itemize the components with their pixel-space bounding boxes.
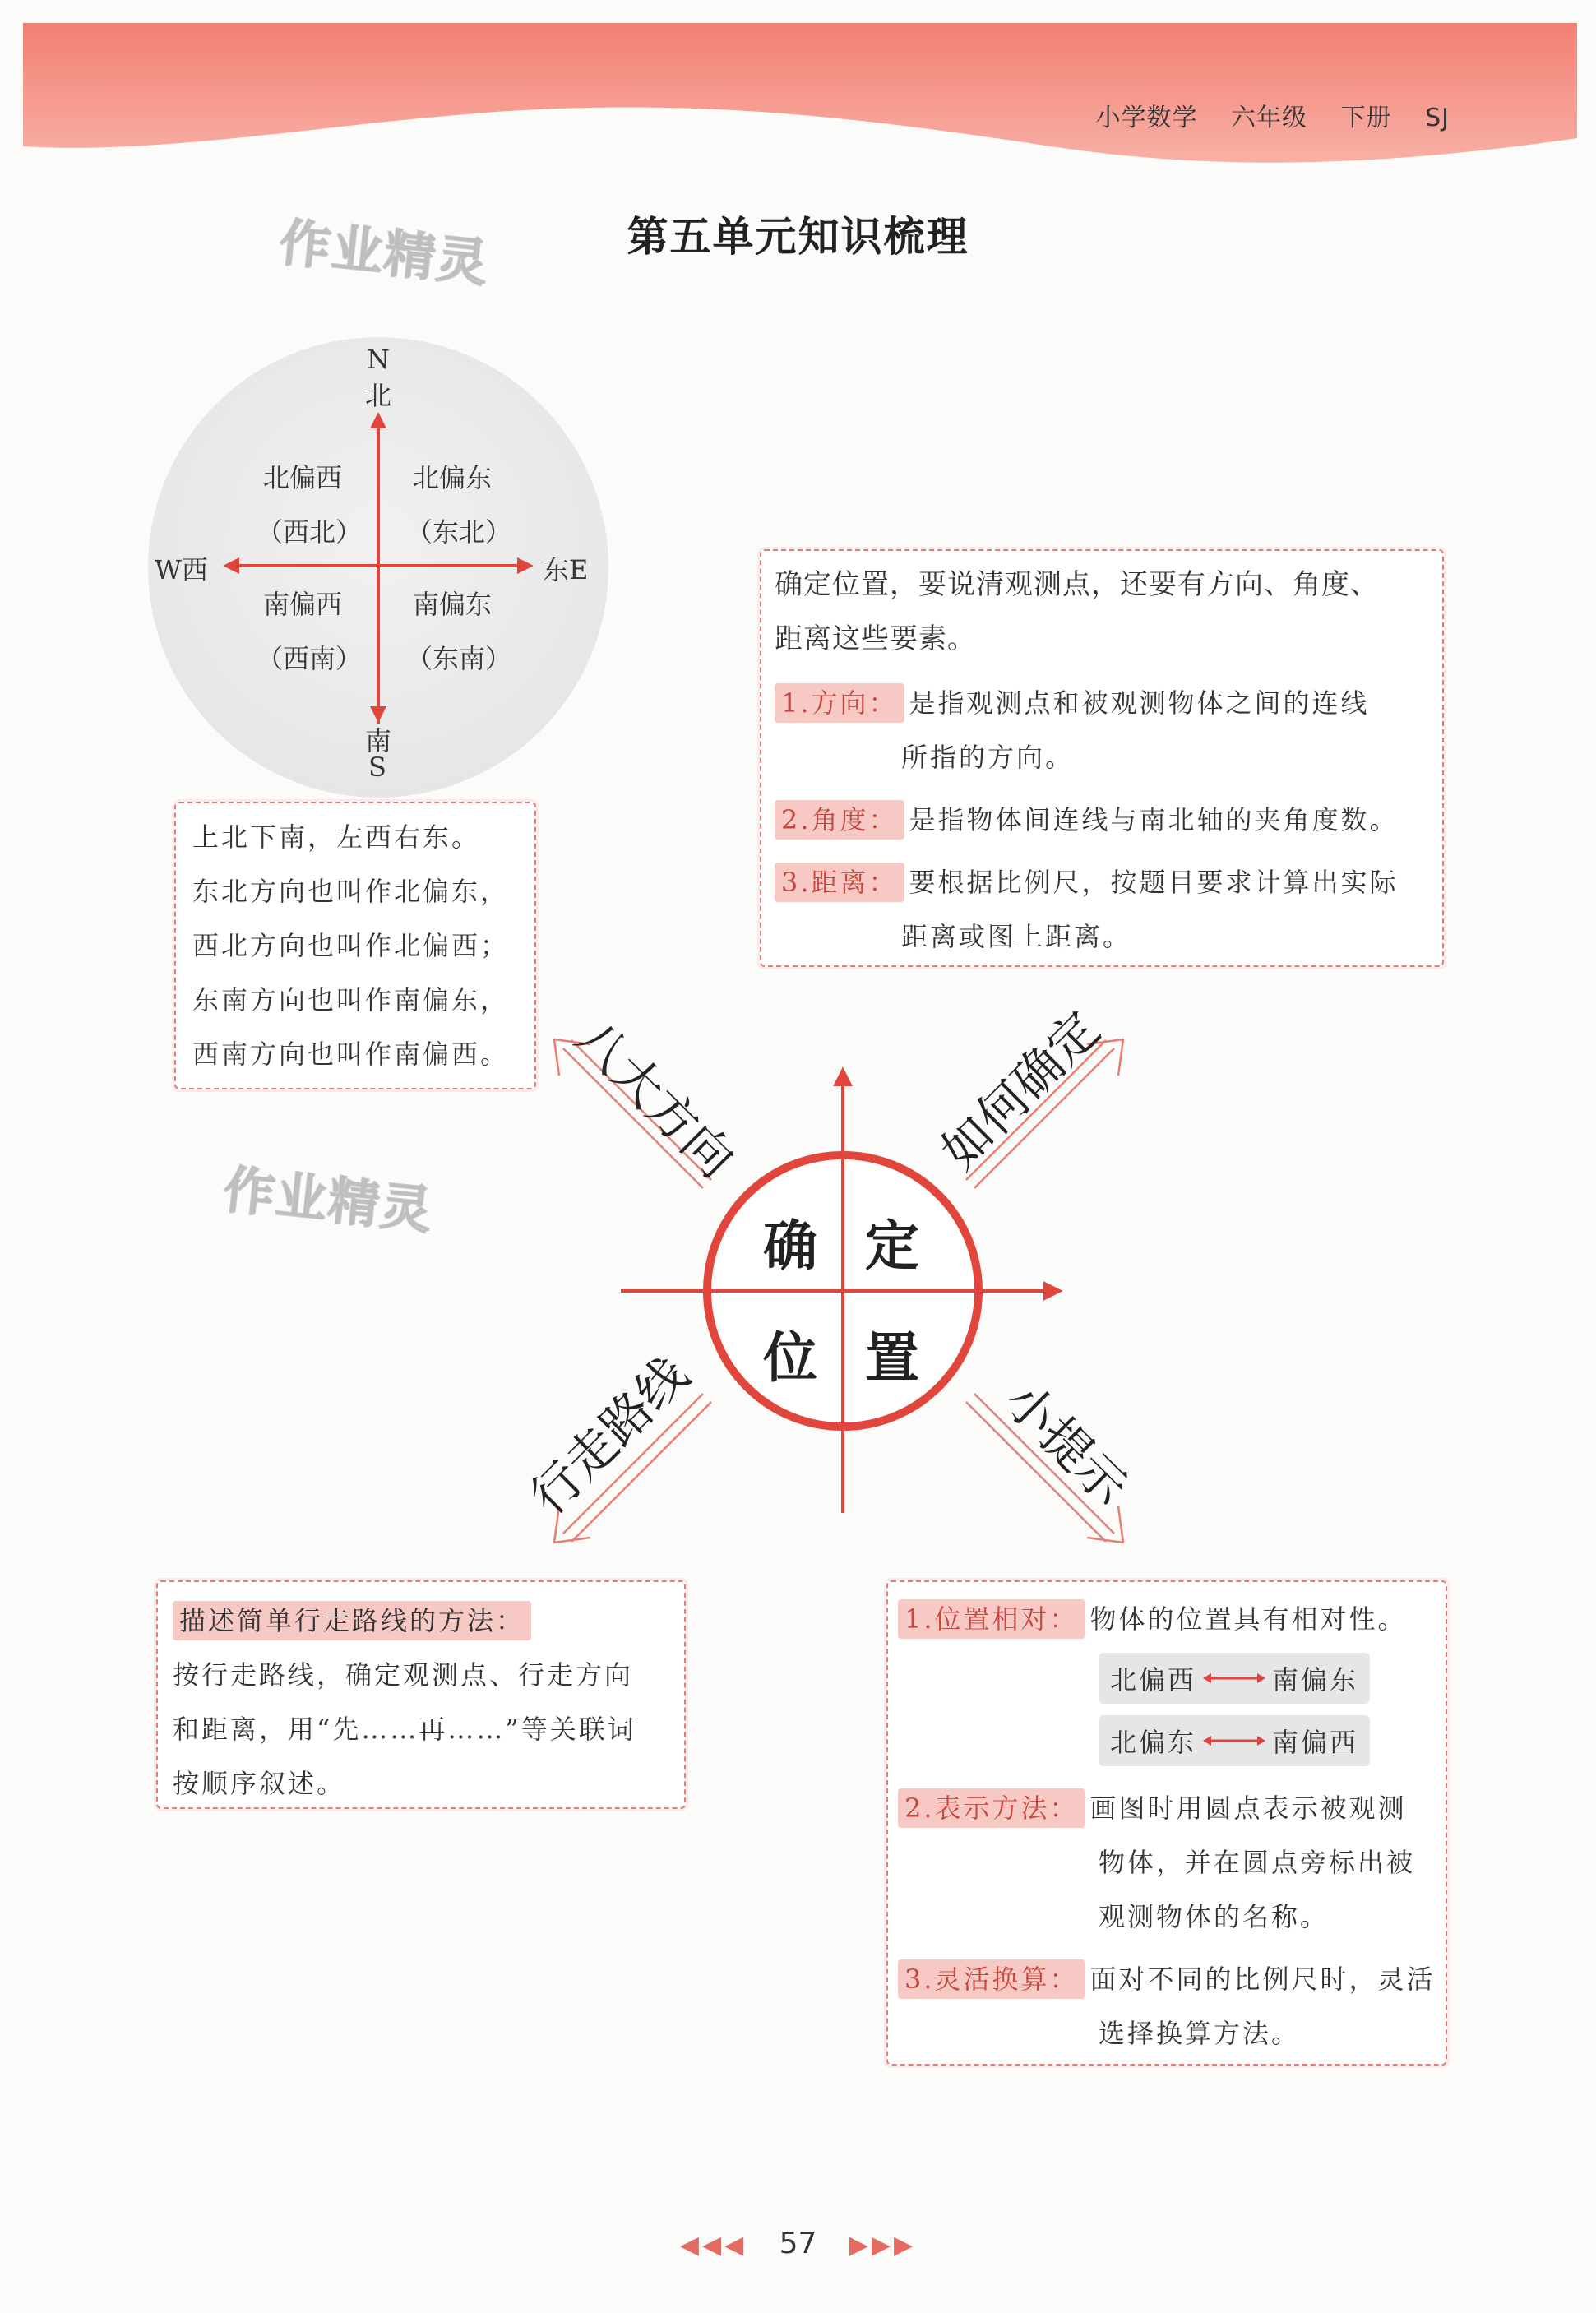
branch-eight-directions: 八大方向 xyxy=(564,1008,746,1190)
compass-nw: 北偏西 xyxy=(263,462,343,493)
pair-pill: 北偏东 南偏西 xyxy=(1099,1715,1370,1766)
edition-label: SJ xyxy=(1425,104,1450,132)
center-char: 位 xyxy=(763,1326,817,1390)
tips-box xyxy=(886,1580,1447,2066)
pair-pill: 北偏西 南偏东 xyxy=(1099,1653,1370,1704)
tip-conversion-cont: 选择换算方法。 xyxy=(1099,2018,1301,2049)
tag-relative: 1.位置相对： xyxy=(898,1599,1085,1639)
watermark-top: 作业精灵 xyxy=(276,211,493,294)
page-footer xyxy=(0,2227,1596,2260)
route-line: 按顺序叙述。 xyxy=(173,1768,346,1799)
compass-sw-alt: （西南） xyxy=(257,643,363,674)
header-meta xyxy=(1071,97,1450,133)
double-arrow-icon xyxy=(1201,1732,1267,1749)
subject-label: 小学数学 xyxy=(1095,104,1198,132)
tag-conversion: 3.灵活换算： xyxy=(898,1959,1085,1999)
position-intro: 距离这些要素。 xyxy=(775,622,976,655)
branch-tips: 小提示 xyxy=(993,1372,1139,1517)
route-line: 按行走路线，确定观测点、行走方向 xyxy=(173,1659,634,1691)
position-box xyxy=(760,549,1444,967)
compass-ne: 北偏东 xyxy=(413,462,493,493)
branch-walking-route: 行走路线 xyxy=(519,1345,701,1527)
tag-representation: 2.表示方法： xyxy=(898,1788,1085,1828)
directions-line: 西南方向也叫作南偏西。 xyxy=(192,1039,510,1070)
tip-representation-cont: 物体，并在圆点旁标出被 xyxy=(1099,1847,1416,1878)
directions-line: 上北下南，左西右东。 xyxy=(192,821,481,853)
watermark-middle: 作业精灵 xyxy=(220,1159,437,1242)
tip-pair xyxy=(898,1653,1446,1704)
double-arrow-icon xyxy=(1201,1670,1267,1686)
center-char: 定 xyxy=(865,1214,919,1278)
prev-arrows-icon: ◀◀◀ xyxy=(679,2231,747,2260)
directions-line: 西北方向也叫作北偏西； xyxy=(192,930,510,961)
compass-ne-alt: （东北） xyxy=(406,516,512,548)
compass-se: 南偏东 xyxy=(413,589,493,620)
directions-line: 东南方向也叫作南偏东， xyxy=(192,984,510,1015)
tip-conversion: 3.灵活换算： 面对不同的比例尺时，灵活 xyxy=(898,1952,1446,2006)
route-line: 和距离，用“先……再……”等关联词 xyxy=(173,1714,636,1745)
position-intro: 确定位置，要说清观测点，还要有方向、角度、 xyxy=(775,568,1379,601)
route-box xyxy=(156,1580,686,1809)
position-item-distance: 3.距离： 要根据比例尺，按题目要求计算出实际 xyxy=(775,855,1442,909)
page-title: 第五单元知识梳理 xyxy=(627,213,969,261)
tip-relative: 1.位置相对： 物体的位置具有相对性。 xyxy=(898,1592,1446,1646)
position-item-direction-cont: 所指的方向。 xyxy=(901,742,1075,773)
grade-label: 六年级 xyxy=(1231,104,1308,132)
page-number: 57 xyxy=(779,2227,817,2260)
tip-representation-cont: 观测物体的名称。 xyxy=(1099,1901,1330,1932)
compass-west: W西 xyxy=(155,554,208,585)
compass-south-letter: S xyxy=(368,752,386,783)
tip-pair xyxy=(898,1715,1446,1766)
compass-sw: 南偏西 xyxy=(263,589,343,620)
compass-east: 东E xyxy=(543,554,589,585)
center-diagram xyxy=(608,1052,1069,1529)
compass-north-letter: N xyxy=(367,344,390,375)
volume-label: 下册 xyxy=(1340,104,1392,132)
compass-north: 北 xyxy=(365,380,392,411)
tip-representation: 2.表示方法： 画图时用圆点表示被观测 xyxy=(898,1781,1446,1835)
tag-direction: 1.方向： xyxy=(775,683,904,723)
compass-nw-alt: （西北） xyxy=(257,516,363,548)
position-item-direction: 1.方向： 是指观测点和被观测物体之间的连线 xyxy=(775,676,1442,730)
tag-route-method: 描述简单行走路线的方法： xyxy=(173,1601,531,1640)
position-item-angle: 2.角度： 是指物体间连线与南北轴的夹角度数。 xyxy=(775,793,1442,847)
tag-angle: 2.角度： xyxy=(775,800,904,840)
center-char: 确 xyxy=(763,1214,817,1278)
directions-line: 东北方向也叫作北偏东， xyxy=(192,876,510,907)
branch-how-to-determine: 如何确定 xyxy=(930,1000,1112,1182)
tag-distance: 3.距离： xyxy=(775,863,904,902)
next-arrows-icon: ▶▶▶ xyxy=(849,2231,917,2260)
center-char: 置 xyxy=(865,1326,919,1390)
compass-south: 南 xyxy=(365,725,392,756)
position-item-distance-cont: 距离或图上距离。 xyxy=(901,921,1132,952)
compass-se-alt: （东南） xyxy=(406,643,512,674)
directions-box xyxy=(174,802,536,1089)
